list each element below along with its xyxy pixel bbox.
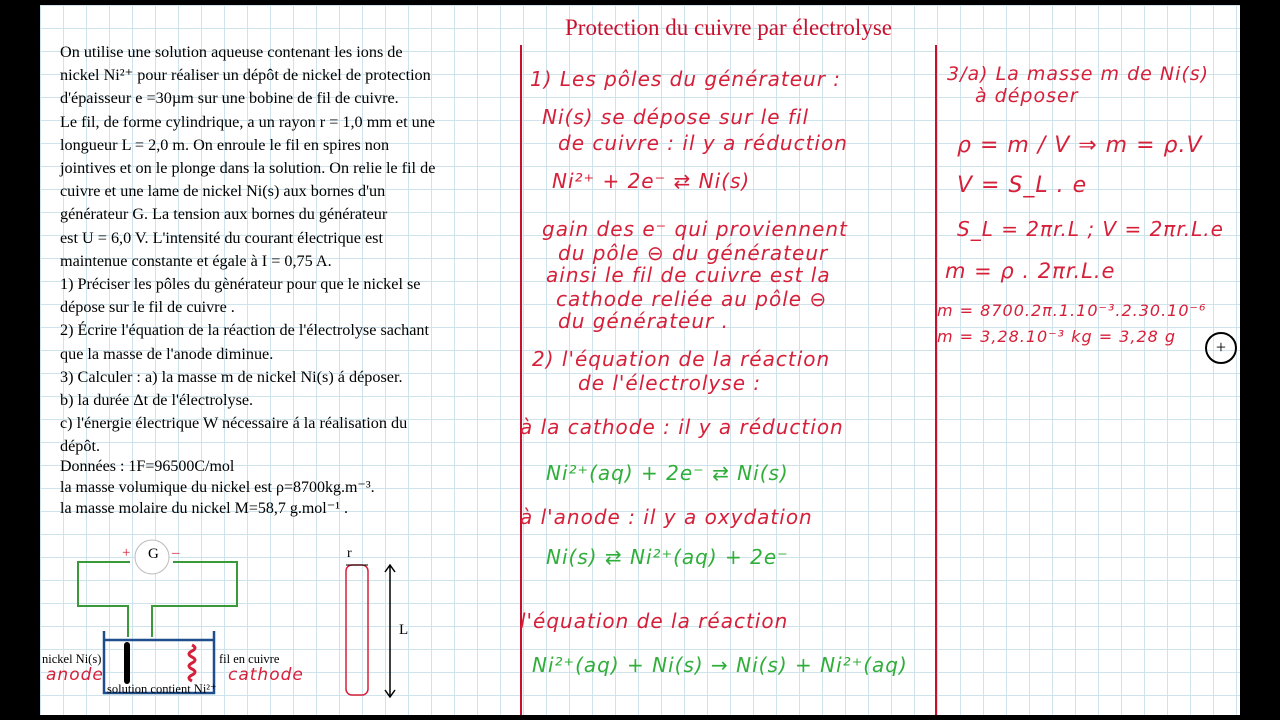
note-line: l'équation de la réaction [520,609,789,633]
note-line: gain des e⁻ qui proviennent [542,217,848,241]
problem-line: c) l'énergie électrique W nécessaire á la réalisation du [60,414,408,433]
data-line: la masse molaire du nickel M=58,7 g.mol⁻¹ . [60,500,348,517]
copper-coil [189,645,195,681]
problem-line: générateur G. La tension aux bornes du générateur [60,205,388,224]
notebook-page [40,5,1240,715]
note-line: m = 3,28.10⁻³ kg = 3,28 g [937,327,1177,346]
cathode-label: cathode [228,665,304,685]
note-line: Ni²⁺ + 2e⁻ ⇄ Ni(s) [552,169,751,193]
problem-line: jointives et on le plonge dans la solution. On relie le fil de [60,159,436,178]
column-divider [935,45,937,715]
note-line: ainsi le fil de cuivre est la [546,263,831,287]
note-line: 3/a) La masse m de Ni(s) [947,63,1210,85]
wire-cylinder [346,565,368,695]
note-line: du pôle ⊖ du générateur [558,241,829,265]
note-line: Ni²⁺(aq) + Ni(s) → Ni(s) + Ni²⁺(aq) [532,653,908,677]
given-data [60,456,375,519]
problem-line: On utilise une solution aqueuse contenant les ions de [60,43,403,61]
generator-label: G [148,546,159,562]
problem-line: dépose sur le fil de cuivre . [60,298,235,317]
page-title: Protection du cuivre par électrolyse [565,15,892,40]
problem-line: nickel Ni²⁺ pour réaliser un dépôt de nickel de protection [60,66,431,85]
plus-sign: + [122,545,131,561]
circuit-wire [78,581,128,605]
copper-label: fil en cuivre [219,652,280,666]
note-line: à la cathode : il y a réduction [520,415,844,439]
nickel-electrode [124,642,130,684]
problem-line: dépôt. [60,437,101,456]
note-line: à l'anode : il y a oxydation [520,505,813,529]
note-line: Ni²⁺(aq) + 2e⁻ ⇄ Ni(s) [546,461,789,485]
data-line: la masse volumique du nickel est ρ=8700kg.m⁻³. [60,479,375,496]
problem-line: b) la durée Δt de l'électrolyse. [60,391,254,410]
note-line: de l'électrolyse : [578,371,762,395]
problem-line: cuivre et une lame de nickel Ni(s) aux bornes d'un [60,182,386,201]
problem-line: d'épaisseur e =30µm sur une bobine de fil de cuivre. [60,89,399,108]
anode-label: anode [46,665,104,685]
note-line: S_L = 2πr.L ; V = 2πr.L.e [957,217,1224,241]
problem-line: est U = 6,0 V. L'intensité du courant électrique est [60,228,383,247]
problem-statement [60,41,520,459]
problem-line: 1) Préciser les pôles du gènérateur pour que le nickel se [60,275,421,294]
data-line: Données : 1F=96500C/mol [60,458,235,475]
problem-line: maintenue constante et égale à I = 0,75 A. [60,251,332,270]
problem-line: 3) Calculer : a) la masse m de nickel Ni(s) á déposer. [60,367,403,386]
problem-line: 2) Écrire l'équation de la réaction de l'électrolyse sachant [60,321,429,340]
note-line: de cuivre : il y a réduction [558,131,848,155]
note-line: 2) l'équation de la réaction [532,347,831,371]
note-line: Ni(s) ⇄ Ni²⁺(aq) + 2e⁻ [546,545,789,569]
pen-cursor-icon: + [1205,332,1237,364]
solution-label: solution contient Ni²⁺ [107,682,217,696]
problem-line: Le fil, de forme cylindrique, a un rayon r = 1,0 mm et une [60,112,436,131]
problem-line: longueur L = 2,0 m. On enroule le fil en spires non [60,135,390,154]
note-line: cathode reliée au pôle ⊖ [556,287,828,311]
length-arrow [385,565,395,697]
problem-line: que la masse de l'anode diminue. [60,344,274,363]
note-line: à déposer [975,85,1079,107]
note-line: m = 8700.2π.1.10⁻³.2.30.10⁻⁶ [937,301,1207,320]
length-label: L [399,622,409,638]
radius-label: r [347,546,352,561]
electrolysis-diagram [40,535,460,715]
nickel-label: nickel Ni(s) [42,652,102,666]
note-line: Ni(s) se dépose sur le fil [542,105,810,129]
note-line: V = S_L . e [957,173,1088,198]
note-line: ρ = m / V ⇒ m = ρ.V [957,133,1203,158]
note-line: du générateur . [558,309,729,333]
minus-sign: – [172,545,180,561]
note-line: 1) Les pôles du générateur : [530,67,842,91]
note-line: m = ρ . 2πr.L.e [945,259,1116,283]
